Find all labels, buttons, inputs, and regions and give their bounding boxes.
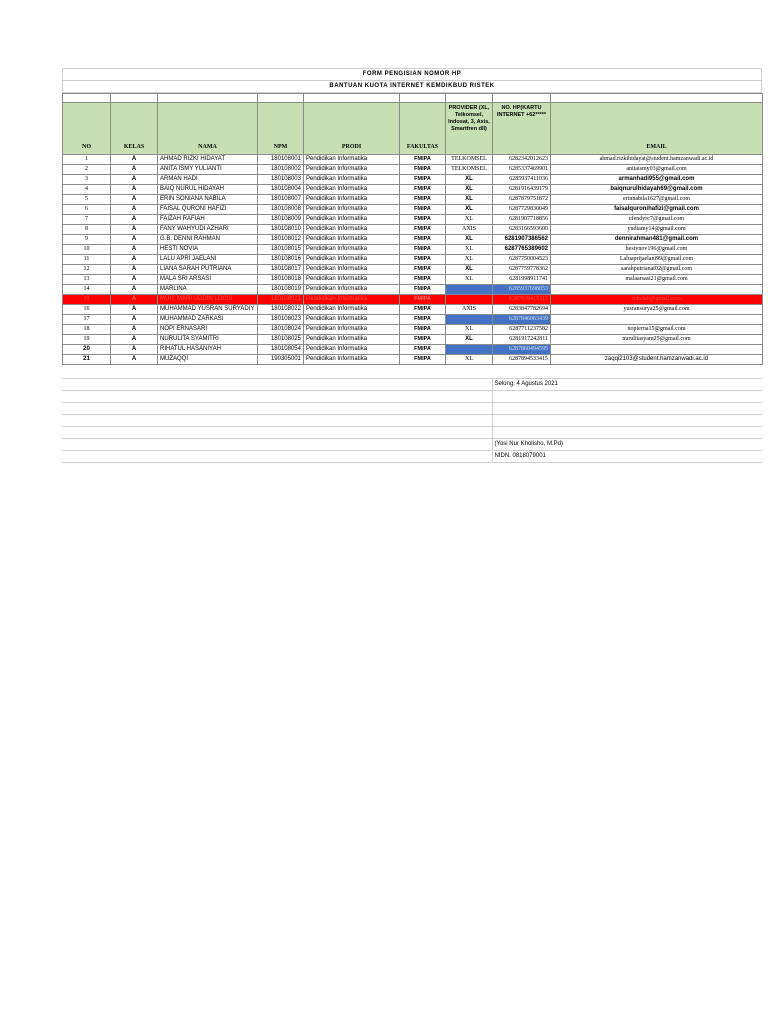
title-box [62,68,762,93]
cell-kelas: A [111,245,158,255]
cell-nama: FAIZAH RAFIAH [158,215,258,225]
cell-fakultas: FMIPA [400,295,446,305]
cell-no: 15 [63,295,111,305]
cell-provider: TELKOMSEL [446,165,493,175]
cell-provider: XL [446,275,493,285]
cell-no: 14 [63,285,111,295]
col-kelas: KELAS [111,103,158,155]
cell-npm: 180108007 [258,195,304,205]
cell-email: yusransurya25@gmail.com [551,305,763,315]
table-row [63,305,763,315]
cell-fakultas: FMIPA [400,245,446,255]
cell-nama: ERIN SONIANA NABILA [158,195,258,205]
cell-kelas: A [111,305,158,315]
cell-email: hestynov196@gmail.com [551,245,763,255]
cell-prodi: Pendidikan Informatika [304,165,400,175]
cell-npm: 180108008 [258,205,304,215]
cell-email: malaarsasi21@gmail.com [551,275,763,285]
cell-npm: 180108001 [258,155,304,165]
cell-fakultas: FMIPA [400,175,446,185]
cell-npm: 180108012 [258,235,304,245]
table-row [63,245,763,255]
cell-prodi: Pendidikan Informatika [304,295,400,305]
cell-nama: NURULITA SYAMITRI [158,335,258,345]
cell-prodi: Pendidikan Informatika [304,265,400,275]
footer-row [62,451,762,463]
cell-hp: 6287879751872 [493,195,551,205]
col-hp: NO. HP(KARTU INTERNET +62***** [493,103,551,155]
cell-email: nopierna15@gmail.com [551,325,763,335]
blank-header-row [63,94,763,103]
cell-npm: 180108017 [258,265,304,275]
cell-fakultas: FMIPA [400,355,446,365]
cell-kelas: A [111,295,158,305]
cell-nama: AHMAD RIZKI HIDAYAT [158,155,258,165]
cell-kelas: A [111,175,158,185]
place-date: Selong, 4 Agustus 2021 [492,379,762,391]
col-no: NO [63,103,111,155]
cell-hp: 6287711237582 [493,325,551,335]
cell-kelas: A [111,195,158,205]
cell-hp: 6287759778362 [493,265,551,275]
table-row [63,175,763,185]
cell-email: yudiamy14@gmail.com [551,225,763,235]
cell-hp: 6287846063439 [493,315,551,325]
cell-nama: LALU APRI JAELANI [158,255,258,265]
table-row [63,215,763,225]
cell-prodi: Pendidikan Informatika [304,205,400,215]
cell-no: 20 [63,345,111,355]
cell-no: 10 [63,245,111,255]
cell-provider: TELKOMSEL [446,155,493,165]
cell-no: 7 [63,215,111,225]
cell-provider: XL [446,255,493,265]
table-row [63,205,763,215]
cell-email [551,315,763,325]
table-row [63,155,763,165]
cell-kelas: A [111,235,158,245]
cell-provider [446,295,493,305]
cell-provider: XL [446,205,493,215]
cell-fakultas: FMIPA [400,205,446,215]
cell-prodi: Pendidikan Informatika [304,315,400,325]
cell-no: 1 [63,155,111,165]
footer-table [62,367,762,463]
cell-fakultas: FMIPA [400,325,446,335]
cell-hp: 6283847782694 [493,305,551,315]
cell-nama: FANY WAHYUDI AZHARI [158,225,258,235]
cell-email: nurulitasyam25@gmail.com [551,335,763,345]
cell-fakultas: FMIPA [400,185,446,195]
cell-kelas: A [111,165,158,175]
cell-nama: BAIQ NURUL HIDAYAH [158,185,258,195]
cell-prodi: Pendidikan Informatika [304,195,400,205]
cell-nama: G.B. DENNI RAHMAN [158,235,258,245]
cell-kelas: A [111,275,158,285]
col-fakultas: FAKULTAS [400,103,446,155]
cell-no: 4 [63,185,111,195]
cell-no: 18 [63,325,111,335]
cell-no: 13 [63,275,111,285]
table-row [63,295,763,305]
cell-hp: 6285337469901 [493,165,551,175]
cell-provider [446,285,493,295]
cell-email: anitaismy03@gmail.com [551,165,763,175]
cell-kelas: A [111,315,158,325]
cell-no: 9 [63,235,111,245]
cell-no: 19 [63,335,111,345]
table-row [63,355,763,365]
cell-kelas: A [111,225,158,235]
table-row [63,195,763,205]
cell-nama: MUH. MARI UDDIN LOCIS [158,295,258,305]
cell-npm: 180108018 [258,275,304,285]
cell-provider: XL [446,185,493,195]
cell-email: Laluaprijaelani99@gmail.com [551,255,763,265]
table-row [63,255,763,265]
cell-provider: XL [446,215,493,225]
cell-npm: 180108054 [258,345,304,355]
cell-fakultas: FMIPA [400,195,446,205]
cell-no: 5 [63,195,111,205]
cell-npm: 180108024 [258,325,304,335]
cell-prodi: Pendidikan Informatika [304,285,400,295]
signer-name: (Yosi Nur Kholisho, M.Pd) [492,439,762,451]
cell-hp: 6281907718856 [493,215,551,225]
cell-hp: 6281917242811 [493,335,551,345]
cell-hp: 6287750004523 [493,255,551,265]
cell-prodi: Pendidikan Informatika [304,155,400,165]
cell-nama: HESTI NOVIA [158,245,258,255]
cell-email: zaqqi2103@student.hamzanwadi.ac.id [551,355,763,365]
table-row [63,165,763,175]
cell-provider: XL [446,175,493,185]
table-row [63,285,763,295]
col-nama: NAMA [158,103,258,155]
cell-prodi: Pendidikan Informatika [304,325,400,335]
cell-hp: 6285937698053 [493,285,551,295]
cell-hp: 6282342012623 [493,155,551,165]
cell-hp: 6287894533415 [493,355,551,365]
form-subtitle: BANTUAN KUOTA INTERNET KEMDIKBUD RISTEK [329,83,495,89]
cell-prodi: Pendidikan Informatika [304,185,400,195]
header-row [63,103,763,155]
cell-provider [446,315,493,325]
table-row [63,185,763,195]
cell-no: 8 [63,225,111,235]
cell-provider: XL [446,325,493,335]
cell-fakultas: FMIPA [400,315,446,325]
cell-fakultas: FMIPA [400,255,446,265]
cell-kelas: A [111,345,158,355]
cell-email: faisalquronihafizi@gmail.com [551,205,763,215]
cell-no: 21 [63,355,111,365]
cell-prodi: Pendidikan Informatika [304,255,400,265]
cell-npm: 180108002 [258,165,304,175]
form-sheet [62,68,762,463]
cell-no: 17 [63,315,111,325]
cell-no: 6 [63,205,111,215]
cell-kelas: A [111,215,158,225]
cell-no: 16 [63,305,111,315]
cell-email: erinnabila1627@gmail.com [551,195,763,205]
table-row [63,265,763,275]
cell-email: sarahputrianat02@gmail.com [551,265,763,275]
table-row [63,345,763,355]
cell-kelas: A [111,255,158,265]
cell-kelas: A [111,265,158,275]
cell-npm: 180108003 [258,175,304,185]
cell-hp: 6281907386562 [493,235,551,245]
cell-prodi: Pendidikan Informatika [304,275,400,285]
cell-fakultas: FMIPA [400,155,446,165]
table-row [63,235,763,245]
footer-row [62,391,762,403]
cell-email [551,285,763,295]
cell-nama: ANITA ISMY YULIANTI [158,165,258,175]
cell-npm: 180108016 [258,255,304,265]
cell-npm: 180108009 [258,215,304,225]
cell-provider: XL [446,245,493,255]
cell-npm: 180108025 [258,335,304,345]
cell-no: 2 [63,165,111,175]
cell-nama: NOPI ERNASARI [158,325,258,335]
footer-row [62,415,762,427]
cell-prodi: Pendidikan Informatika [304,335,400,345]
table-row [63,275,763,285]
cell-npm: 180108010 [258,225,304,235]
cell-provider: XL [446,235,493,245]
cell-email: ahmad.rizkihidayat@student.hamzanwadi.ac.id [551,155,763,165]
cell-kelas: A [111,285,158,295]
cell-fakultas: FMIPA [400,225,446,235]
cell-provider [446,345,493,355]
cell-nama: ARMAN HADI [158,175,258,185]
cell-nama: MUZAQQI [158,355,258,365]
cell-npm: 190305001 [258,355,304,365]
cell-fakultas: FMIPA [400,215,446,225]
cell-kelas: A [111,335,158,345]
cell-prodi: Pendidikan Informatika [304,345,400,355]
cell-email [551,345,763,355]
cell-nama: LIANA SARAH PUTRIANA [158,265,258,275]
cell-provider: XL [446,355,493,365]
table-row [63,315,763,325]
cell-no: 3 [63,175,111,185]
footer-row [62,367,762,379]
cell-nama: MALA SRI ARSASI [158,275,258,285]
cell-email: baiqnurulhidayah69@gmail.com [551,185,763,195]
form-title: FORM PENGISIAN NOMOR HP [63,69,761,81]
cell-npm: 180108019 [258,285,304,295]
cell-nama: MUHAMMAD ZARKASI [158,315,258,325]
cell-no: 11 [63,255,111,265]
cell-provider: AXIS [446,305,493,315]
cell-hp: 6287729830049 [493,205,551,215]
footer-row [62,427,762,439]
cell-fakultas: FMIPA [400,305,446,315]
footer-row [62,439,762,451]
cell-fakultas: FMIPA [400,335,446,345]
table-row [63,225,763,235]
cell-hp: 6285937411036 [493,175,551,185]
cell-email: efendyrc7@gmail.com [551,215,763,225]
cell-hp: 6281916439179 [493,185,551,195]
cell-npm: 180108015 [258,245,304,255]
cell-provider: XL [446,335,493,345]
cell-no: 12 [63,265,111,275]
cell-nama: MUHAMMAD YUSRAN SURYADIY [158,305,258,315]
cell-kelas: A [111,155,158,165]
col-npm: NPM [258,103,304,155]
cell-prodi: Pendidikan Informatika [304,305,400,315]
cell-fakultas: FMIPA [400,165,446,175]
cell-hp: 6287839415315 [493,295,551,305]
cell-kelas: A [111,325,158,335]
col-provider: PROVIDER (XL, Telkomsel, Indosat, 3, Axis, Smartfren dll) [446,103,493,155]
cell-npm: 180108021 [258,295,304,305]
cell-fakultas: FMIPA [400,275,446,285]
cell-hp: 6281998911741 [493,275,551,285]
students-table [62,93,763,365]
cell-nama: RIHATUL HASANIYAH [158,345,258,355]
cell-npm: 180108022 [258,305,304,315]
cell-fakultas: FMIPA [400,265,446,275]
cell-provider: AXIS [446,225,493,235]
cell-kelas: A [111,185,158,195]
col-email: EMAIL [551,103,763,155]
cell-prodi: Pendidikan Informatika [304,245,400,255]
cell-prodi: Pendidikan Informatika [304,225,400,235]
cell-kelas: A [111,355,158,365]
cell-fakultas: FMIPA [400,345,446,355]
footer-row [62,379,762,391]
cell-email: dennirahman481@gmail.com [551,235,763,245]
cell-hp: 6287765389602 [493,245,551,255]
cell-email: mbslub@gmail.com [551,295,763,305]
table-row [63,325,763,335]
cell-prodi: Pendidikan Informatika [304,235,400,245]
cell-fakultas: FMIPA [400,235,446,245]
cell-prodi: Pendidikan Informatika [304,215,400,225]
cell-prodi: Pendidikan Informatika [304,355,400,365]
cell-fakultas: FMIPA [400,285,446,295]
table-row [63,335,763,345]
cell-npm: 180108004 [258,185,304,195]
col-prodi: PRODI [304,103,400,155]
cell-nama: FAISAL QURONI HAFIZI [158,205,258,215]
cell-email: armanhadi955@gmail.com [551,175,763,185]
cell-kelas: A [111,205,158,215]
cell-provider: XL [446,265,493,275]
cell-npm: 180108023 [258,315,304,325]
cell-hp: 6283166593600 [493,225,551,235]
cell-nama: MARLINA [158,285,258,295]
footer-row [62,403,762,415]
cell-provider: XL [446,195,493,205]
cell-prodi: Pendidikan Informatika [304,175,400,185]
cell-hp: 6287860494595 [493,345,551,355]
signer-nidn: NIDN. 0818079001 [492,451,762,463]
